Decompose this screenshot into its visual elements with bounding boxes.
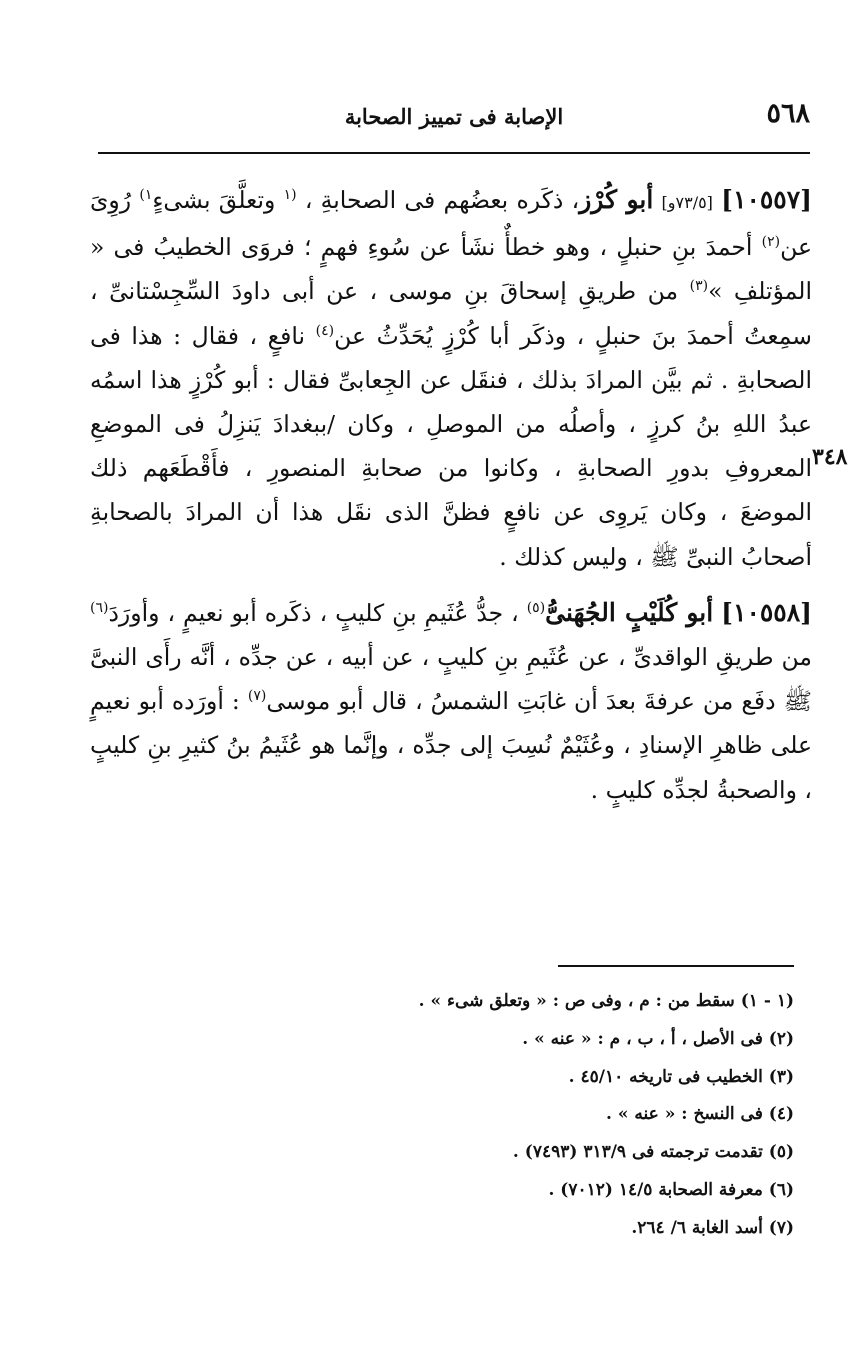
- main-text: [90, 178, 812, 812]
- footnote-2: (٢) فى الأصل ، أ ، ب ، م : « عنه » .: [522, 1028, 794, 1049]
- footnote-marker: (٧): [247, 688, 267, 705]
- footnote-marker: (٢): [761, 234, 781, 251]
- entry-name: أبو كُلَيْبٍ الجُهَنىُّ: [545, 597, 714, 627]
- entry-text: من طريقِ الواقدىِّ ، عن عُثَيمِ بنِ كليبٍ ، عن أبيه ، عن جدِّه ، أنَّه رأَى النبىَّ ﷺ دفَع من عرفةَ بعدَ أن غابَتِ الشمسُ ، قال أبو موسى: [90, 643, 813, 716]
- manuscript-reference: [٧٣/٥و]: [661, 193, 713, 212]
- footnote-marker: (٦): [90, 600, 109, 616]
- entry-10558: [90, 591, 812, 812]
- footnotes: [150, 983, 794, 1248]
- header-divider: [98, 152, 810, 154]
- footnote-6: (٦) معرفة الصحابة ١٤/٥ (٧٠١٢) .: [548, 1179, 794, 1200]
- footnote-4: (٤) فى النسخ : « عنه » .: [606, 1104, 794, 1125]
- entry-text: : أورَده أبو نعيمٍ على ظاهرِ الإسنادِ ، وعُثَيْمٌ نُسِبَ إلى جدِّه ، وإنَّما هو عُثَيمُ بنُ كثيرِ بنِ كليبٍ ، والصحبةُ لجدِّه كليبٍ .: [90, 687, 812, 804]
- footnote-marker: (٤): [315, 322, 335, 339]
- book-title: الإصابة فى تمييز الصحابة: [344, 104, 564, 129]
- footnote-marker: ١): [139, 187, 153, 204]
- footnote-divider: [558, 965, 794, 967]
- footnote-3: (٣) الخطيب فى تاريخه ٤٥/١٠ .: [568, 1066, 794, 1087]
- entry-text: نافعٍ ، فقال : هذا فى الصحابةِ . ثم بيَّن المرادَ بذلك ، فنقَل عن الجِعابىِّ فقال : أبو كُرْزٍ هذا اسمُه عبدُ اللهِ بنُ كرزٍ ، وأصلُه من الموصلِ ، وكان /ببغدادَ يَنزِلُ فى الموضعِ المعروفِ بدورِ الصحابةِ ، وكانوا من صحابةِ المنصورِ ، فأَقْطَعَهم ذلك الموضعَ ، وكان يَروِى عن نافعٍ فظنَّ الذى نقَل هذا أن المرادَ بالصحابةِ أصحابُ النبىِّ ﷺ ، وليس كذلك .: [90, 321, 812, 571]
- entry-10557: [90, 178, 812, 579]
- footnote-marker: (٣): [689, 278, 709, 295]
- entry-text: رُوِىَ عن: [90, 186, 812, 262]
- entry-text: أحمدَ بنِ حنبلٍ ، وهو خطأٌ نشَأ عن سُوءِ فهمٍ ؛ فروَى الخطيبُ فى « المؤتلفِ »: [90, 233, 812, 306]
- footnote-7: (٧) أسد الغابة ٦/ ٢٦٤.: [631, 1217, 794, 1238]
- margin-page-reference: ٣٤٨: [812, 444, 848, 470]
- entry-name: أبو كُرْز: [579, 185, 654, 214]
- entry-text: ، ذكَره بعضُهم فى الصحابةِ ،: [304, 186, 580, 214]
- footnote-5: (٥) تقدمت ترجمته فى ٣١٣/٩ (٧٤٩٣) .: [512, 1142, 794, 1163]
- footnote-marker: (١: [283, 187, 297, 204]
- page-number: ٥٦٨: [766, 98, 810, 129]
- entry-number: [١٠٥٥٧]: [721, 185, 812, 214]
- footnote-marker: (٥): [526, 600, 546, 616]
- entry-text: من طريقِ إسحاقَ بنِ موسى ، عن أبى داودَ السِّجِسْتانىِّ ، سمِعتُ أحمدَ بنَ حنبلٍ ، وذكَر أبا كُرْزٍ يُحَدِّثُ عن: [90, 277, 812, 350]
- page-header: [98, 96, 810, 136]
- footnote-1: (١ - ١) سقط من : م ، وفى ص : « وتعلق شىء » .: [418, 991, 794, 1011]
- entry-text: وتعلَّقَ بشىءٍ: [152, 186, 284, 214]
- entry-text: ، جدُّ عُثَيمِ بنِ كليبٍ ، ذكَره أبو نعيمٍ ، وأورَدَ: [108, 598, 527, 627]
- entry-number: [١٠٥٥٨]: [721, 597, 812, 627]
